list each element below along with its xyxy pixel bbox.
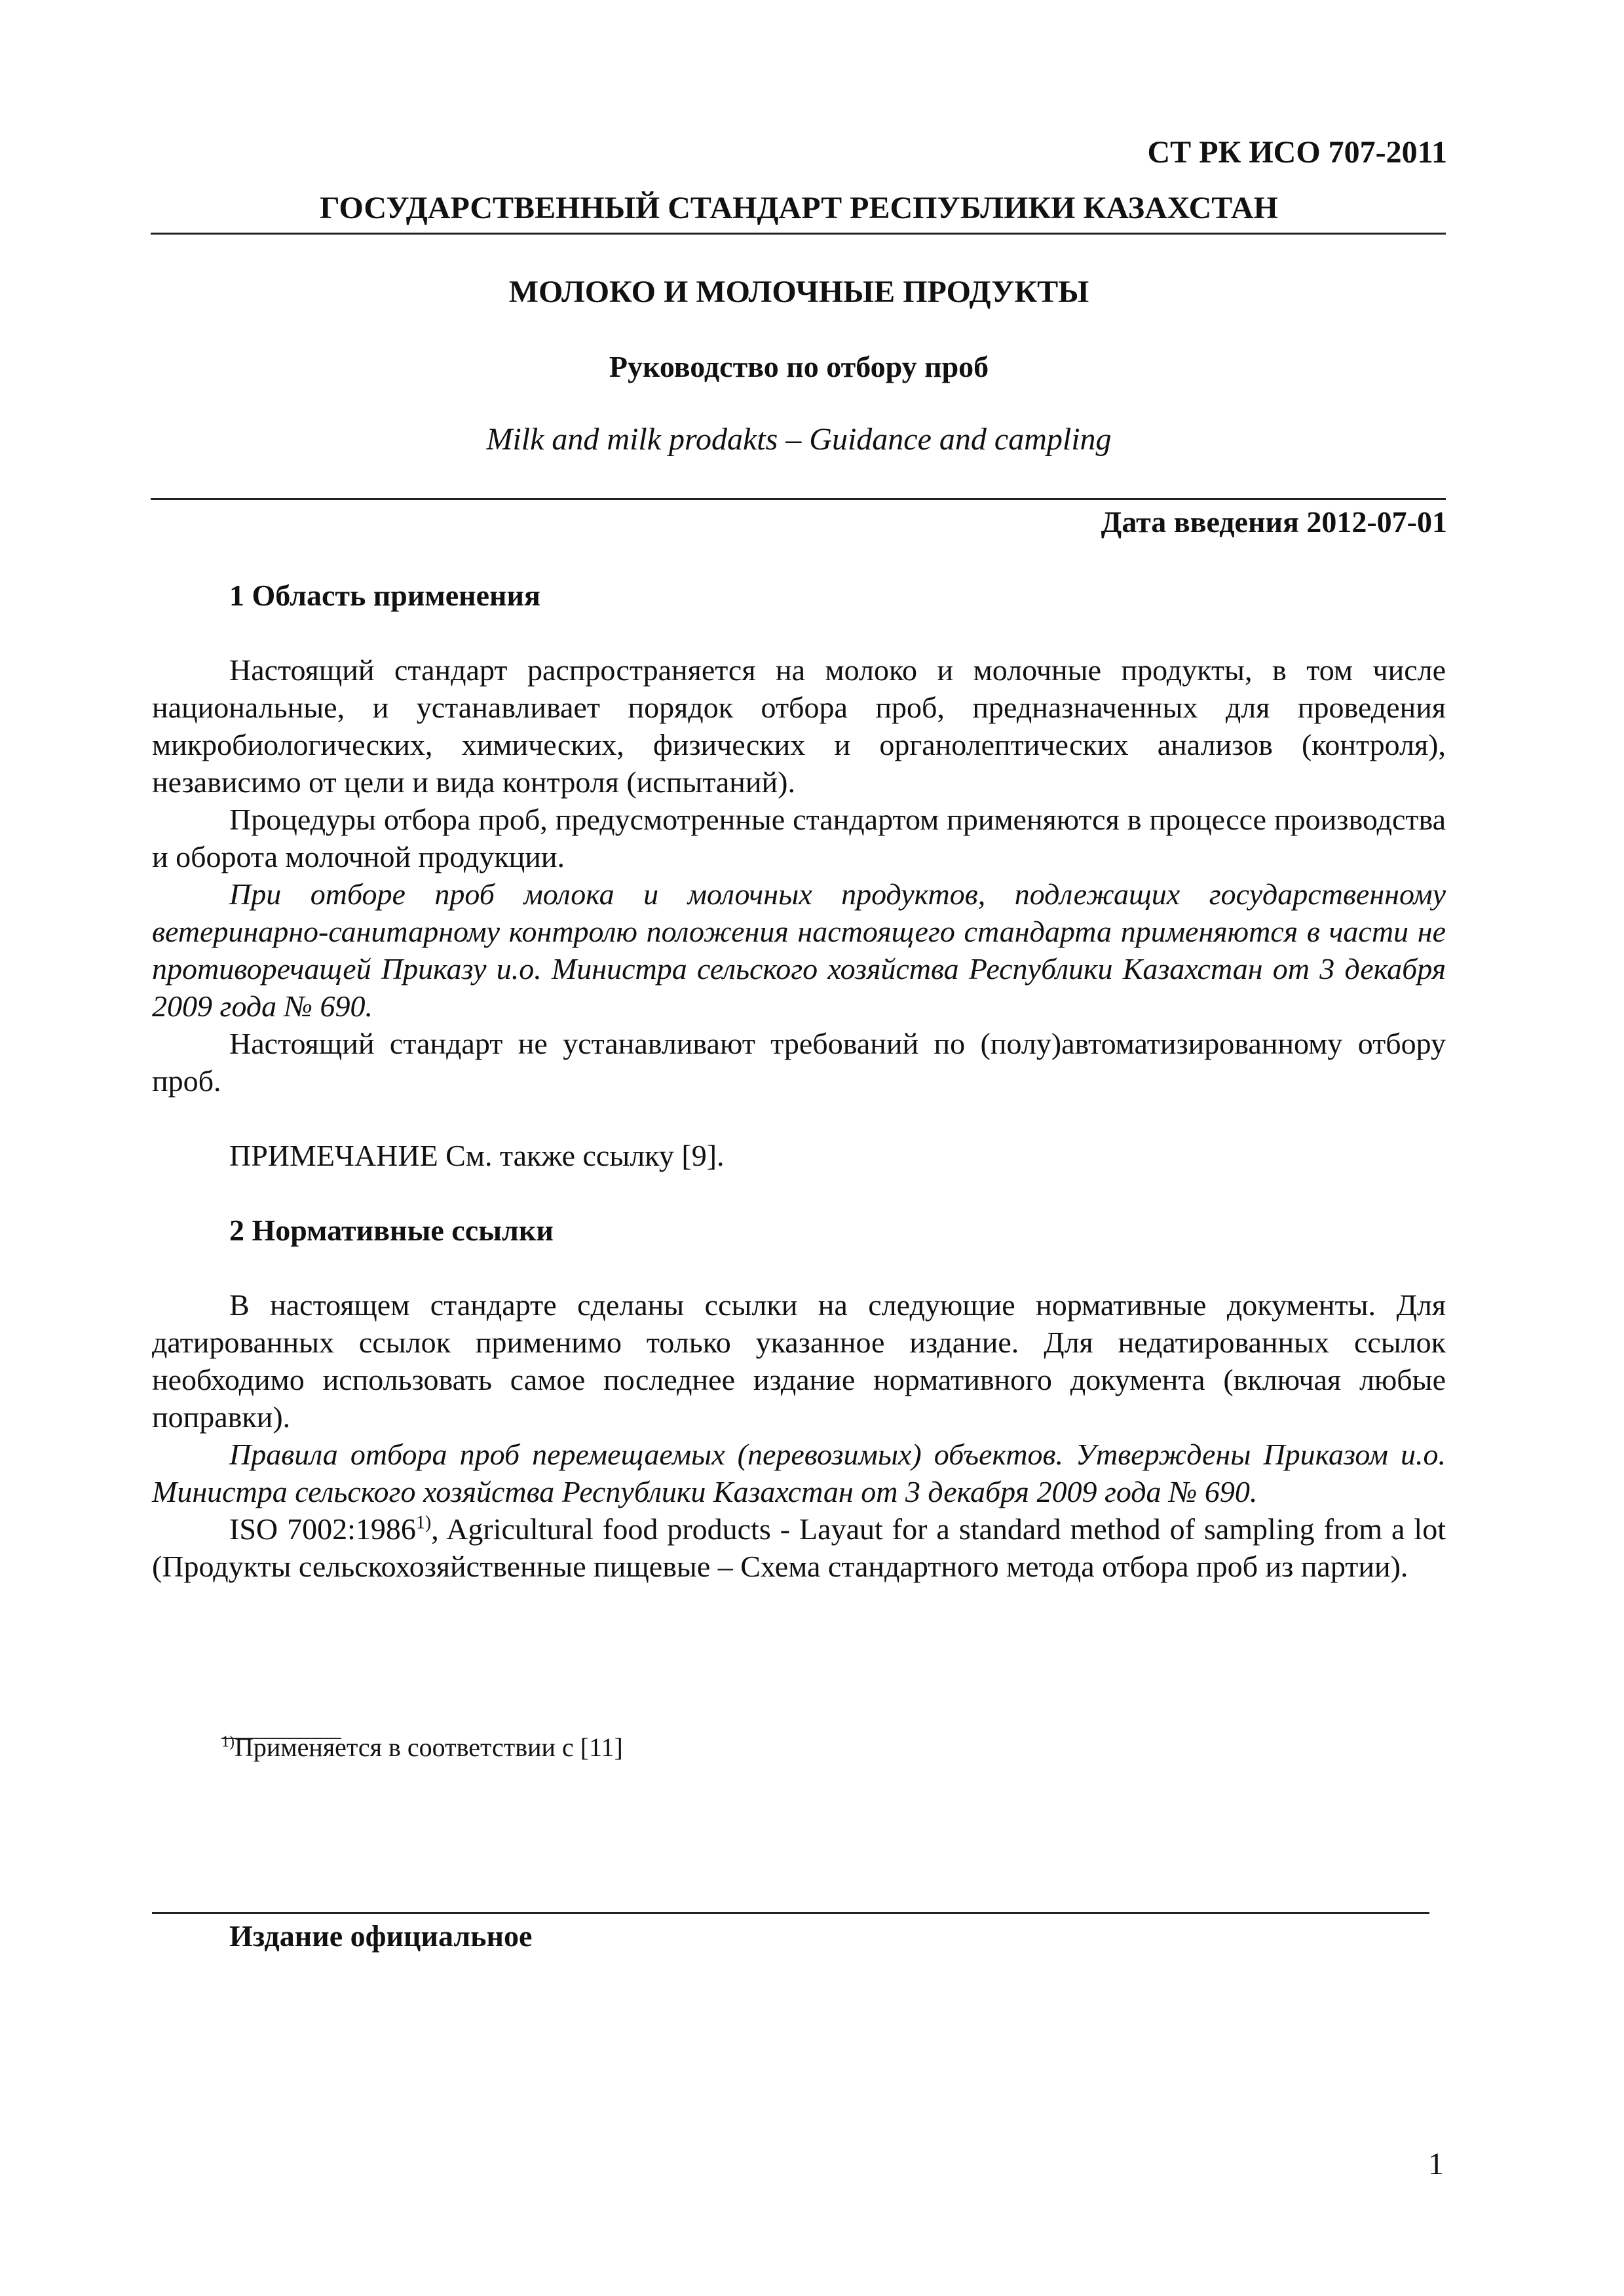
footnote [221, 1732, 623, 1763]
section-1-paragraph-4: Настоящий стандарт не устанавливают требований по (полу)автоматизированному отбору проб. [152, 1027, 1446, 1098]
document-subtitle: Руководство по отбору проб [609, 350, 989, 383]
standard-code: СТ РК ИСО 707-2011 [1147, 135, 1447, 170]
iso-reference-description: , Agricultural food products - Layaut for a standard method of sampling from a lot (Продукты сельскохозяйственные пищевые – Схема стандартного метода отбора проб из партии). [152, 1512, 1446, 1583]
page-number: 1 [1428, 2147, 1444, 2181]
section-2-paragraph-1: В настоящем стандарте сделаны ссылки на следующие нормативные документы. Для датированных ссылок применимо только указанное издание. Для недатированных ссылок необходимо использовать самое последнее издание нормативного документа (включая любые поправки). [152, 1288, 1446, 1434]
section-1-heading: 1 Область применения [229, 579, 540, 612]
document-english-title: Milk and milk prodakts – Guidance and campling [486, 422, 1112, 457]
footnote-text: Применяется в соответствии с [11] [235, 1732, 623, 1762]
footnote-number: 1) [221, 1733, 235, 1751]
footnote-marker: 1) [415, 1512, 432, 1533]
section-1-paragraph-2: Процедуры отбора проб, предусмотренные стандартом применяются в процессе производства и оборота молочной продукции. [152, 803, 1446, 873]
section-2-heading: 2 Нормативные ссылки [229, 1214, 554, 1247]
document-body [152, 577, 1446, 1585]
document-title: МОЛОКО И МОЛОЧНЫЕ ПРОДУКТЫ [508, 275, 1089, 309]
section-1-paragraph-3: При отборе проб молока и молочных продуктов, подлежащих государственному ветеринарно-санитарному контролю положения настоящего стандарта применяются в части не противоречащей Приказу и.о. Министра сельского хозяйства Республики Казахстан от 3 декабря 2009 года № 690. [152, 877, 1446, 1023]
section-1-paragraph-1: Настоящий стандарт распространяется на молоко и молочные продукты, в том числе национальные, и устанавливает порядок отбора проб, предназначенных для проведения микробиологических, химических, физических и органолептических анализов (контроля), независимо от цели и вида контроля (испытаний). [152, 653, 1446, 799]
section-1-note: ПРИМЕЧАНИЕ См. также ссылку [9]. [229, 1139, 725, 1172]
official-edition-label: Издание официальное [229, 1919, 533, 1953]
introduction-date: Дата введения 2012-07-01 [1101, 505, 1447, 539]
section-2-paragraph-2: Правила отбора проб перемещаемых (перевозимых) объектов. Утверждены Приказом и.о. Министра сельского хозяйства Республики Казахстан от 3 декабря 2009 года № 690. [152, 1438, 1446, 1508]
title-rule [151, 498, 1446, 500]
section-2-paragraph-3 [152, 1510, 1446, 1585]
iso-reference: ISO 7002:1986 [229, 1512, 416, 1546]
header-rule [151, 233, 1446, 235]
footer-rule [152, 1912, 1429, 1914]
state-standard-title: ГОСУДАРСТВЕННЫЙ СТАНДАРТ РЕСПУБЛИКИ КАЗАХСТАН [320, 191, 1278, 225]
